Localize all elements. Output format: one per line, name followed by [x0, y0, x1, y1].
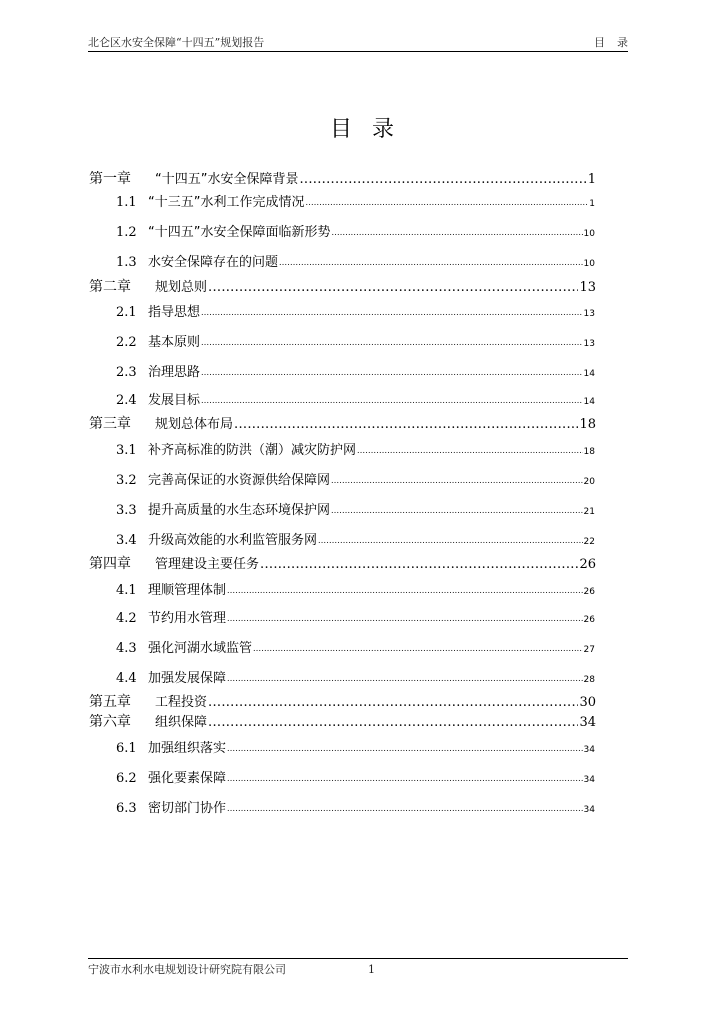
- toc-section-entry[interactable]: [116, 224, 595, 243]
- toc-section-entry[interactable]: [116, 670, 595, 689]
- toc-section-entry[interactable]: [116, 304, 595, 323]
- toc-entry-label: 提升高质量的水生态环境保护网: [148, 503, 331, 518]
- toc-section-entry[interactable]: [116, 532, 595, 551]
- toc-entry-page-number: 18: [579, 417, 596, 432]
- toc-entry-number: 第六章: [89, 714, 131, 730]
- toc-entry-number: 1.1: [116, 195, 137, 210]
- toc-entry-page-number: 34: [583, 745, 595, 755]
- toc-section-entry[interactable]: [116, 582, 595, 601]
- toc-entry-number: 4.2: [116, 611, 137, 626]
- toc-dot-leader: [227, 804, 583, 816]
- toc-entry-label: 强化要素保障: [148, 771, 227, 786]
- toc-entry-page-number: 13: [579, 280, 596, 295]
- toc-entry-label: 指导思想: [148, 305, 201, 320]
- toc-dot-leader: [227, 744, 583, 756]
- toc-chapter-entry[interactable]: [89, 713, 596, 732]
- toc-entry-number: 4.3: [116, 641, 137, 656]
- toc-section-entry[interactable]: [116, 364, 595, 383]
- toc-entry-page-number: 13: [583, 309, 595, 319]
- toc-entry-label: 补齐高标准的防洪（潮）减灾防护网: [148, 443, 357, 458]
- toc-entry-number: 4.4: [116, 671, 137, 686]
- toc-entry-number: 第二章: [89, 279, 131, 295]
- toc-entry-label: 强化河湖水域监管: [148, 641, 253, 656]
- toc-entry-page-number: 34: [579, 715, 596, 730]
- toc-entry-label: 发展目标: [148, 393, 201, 408]
- toc-entry-label: 升级高效能的水利监管服务网: [148, 533, 318, 548]
- toc-entry-page-number: 26: [579, 557, 596, 572]
- toc-entry-number: 6.2: [116, 771, 137, 786]
- toc-dot-leader: [201, 308, 583, 320]
- toc-section-entry[interactable]: [116, 442, 595, 461]
- toc-dot-leader: [201, 338, 583, 350]
- toc-entry-page-number: 14: [583, 369, 595, 379]
- toc-entry-label: 治理思路: [148, 365, 201, 380]
- toc-entry-page-number: 20: [583, 477, 595, 487]
- footer-page-number: 1: [368, 963, 375, 976]
- toc-dot-leader: [208, 282, 578, 294]
- page-header: [88, 36, 640, 52]
- toc-entry-page-number: 27: [583, 645, 595, 655]
- toc-dot-leader: [234, 419, 578, 431]
- toc-dot-leader: [331, 228, 582, 240]
- toc-entry-number: 2.2: [116, 335, 137, 350]
- toc-entry-number: 2.3: [116, 365, 137, 380]
- toc-dot-leader: [260, 559, 578, 571]
- toc-entry-label: 基本原则: [148, 335, 201, 350]
- toc-entry-page-number: 13: [583, 339, 595, 349]
- toc-section-entry[interactable]: [116, 334, 595, 353]
- toc-entry-number: 第一章: [89, 171, 131, 187]
- toc-entry-page-number: 1: [587, 172, 596, 187]
- footer-company-name: 宁波市水利水电规划设计研究院有限公司: [88, 963, 286, 976]
- toc-dot-leader: [253, 644, 583, 656]
- toc-entry-number: 3.1: [116, 443, 137, 458]
- toc-entry-number: 6.3: [116, 801, 137, 816]
- toc-entry-page-number: 10: [583, 229, 595, 239]
- toc-entry-number: 4.1: [116, 583, 137, 598]
- header-section-name: 目录: [594, 36, 640, 49]
- toc-entry-page-number: 28: [583, 675, 595, 685]
- toc-entry-label: 管理建设主要任务: [155, 557, 260, 572]
- toc-section-entry[interactable]: [116, 610, 595, 629]
- toc-dot-leader: [227, 614, 583, 626]
- toc-entry-page-number: 34: [583, 805, 595, 815]
- header-document-title: 北仑区水安全保障“十四五”规划报告: [88, 36, 265, 49]
- toc-entry-label: 节约用水管理: [148, 611, 227, 626]
- toc-entry-number: 第四章: [89, 556, 131, 572]
- toc-dot-leader: [331, 476, 583, 488]
- toc-entry-label: 水安全保障存在的问题: [148, 255, 279, 270]
- toc-section-entry[interactable]: [116, 740, 595, 759]
- toc-entry-number: 第三章: [89, 416, 131, 432]
- toc-entry-label: 规划总体布局: [155, 417, 234, 432]
- toc-dot-leader: [299, 174, 586, 186]
- toc-entry-number: 6.1: [116, 741, 137, 756]
- toc-entry-page-number: 18: [583, 447, 595, 457]
- toc-entry-label: 组织保障: [155, 715, 208, 730]
- toc-entry-number: 3.3: [116, 503, 137, 518]
- toc-section-entry[interactable]: [116, 770, 595, 789]
- toc-section-entry[interactable]: [116, 254, 595, 273]
- toc-entry-label: 加强发展保障: [148, 671, 227, 686]
- toc-entry-label: 加强组织落实: [148, 741, 227, 756]
- toc-entry-number: 2.4: [116, 393, 137, 408]
- toc-entry-page-number: 30: [579, 695, 596, 710]
- toc-entry-label: 完善高保证的水资源供给保障网: [148, 473, 331, 488]
- toc-dot-leader: [227, 774, 583, 786]
- toc-entry-number: 2.1: [116, 305, 137, 320]
- toc-chapter-entry[interactable]: [89, 170, 596, 189]
- toc-entry-label: 理顺管理体制: [148, 583, 227, 598]
- toc-section-entry[interactable]: [116, 640, 595, 659]
- toc-dot-leader: [305, 198, 588, 210]
- toc-entry-label: “十三五”水利工作完成情况: [148, 195, 305, 210]
- toc-entry-page-number: 1: [589, 199, 595, 209]
- toc-entry-page-number: 26: [583, 615, 595, 625]
- toc-dot-leader: [227, 586, 583, 598]
- toc-chapter-entry[interactable]: [89, 555, 596, 574]
- toc-entry-page-number: 10: [583, 259, 595, 269]
- toc-dot-leader: [201, 368, 583, 380]
- toc-entry-label: 工程投资: [155, 695, 208, 710]
- toc-entry-label: 密切部门协作: [148, 801, 227, 816]
- toc-chapter-entry[interactable]: [89, 415, 596, 434]
- toc-dot-leader: [208, 717, 578, 729]
- toc-dot-leader: [279, 258, 583, 270]
- toc-dot-leader: [331, 506, 583, 518]
- toc-chapter-entry[interactable]: [89, 693, 596, 712]
- toc-section-entry[interactable]: [116, 472, 595, 491]
- toc-entry-page-number: 22: [583, 537, 595, 547]
- toc-entry-number: 1.3: [116, 255, 137, 270]
- toc-section-entry[interactable]: [116, 502, 595, 521]
- toc-section-entry[interactable]: [116, 800, 595, 819]
- toc-chapter-entry[interactable]: [89, 278, 596, 297]
- toc-section-entry[interactable]: [116, 194, 595, 213]
- toc-dot-leader: [318, 536, 583, 548]
- toc-entry-number: 3.4: [116, 533, 137, 548]
- toc-section-entry[interactable]: [116, 392, 595, 411]
- footer-divider: [88, 958, 628, 959]
- toc-entry-number: 第五章: [89, 694, 131, 710]
- toc-entry-page-number: 14: [583, 397, 595, 407]
- toc-entry-page-number: 34: [583, 775, 595, 785]
- toc-title: 目录: [329, 117, 414, 142]
- toc-entry-page-number: 26: [583, 587, 595, 597]
- toc-dot-leader: [357, 446, 583, 458]
- toc-entry-label: 规划总则: [155, 280, 208, 295]
- toc-entry-number: 1.2: [116, 225, 137, 240]
- toc-entry-label: “十四五”水安全保障面临新形势: [148, 225, 331, 240]
- toc-entry-label: “十四五”水安全保障背景: [155, 172, 299, 187]
- header-divider: [88, 51, 628, 52]
- toc-dot-leader: [208, 697, 578, 709]
- toc-entry-page-number: 21: [583, 507, 595, 517]
- toc-entry-number: 3.2: [116, 473, 137, 488]
- toc-dot-leader: [201, 396, 583, 408]
- toc-dot-leader: [227, 674, 583, 686]
